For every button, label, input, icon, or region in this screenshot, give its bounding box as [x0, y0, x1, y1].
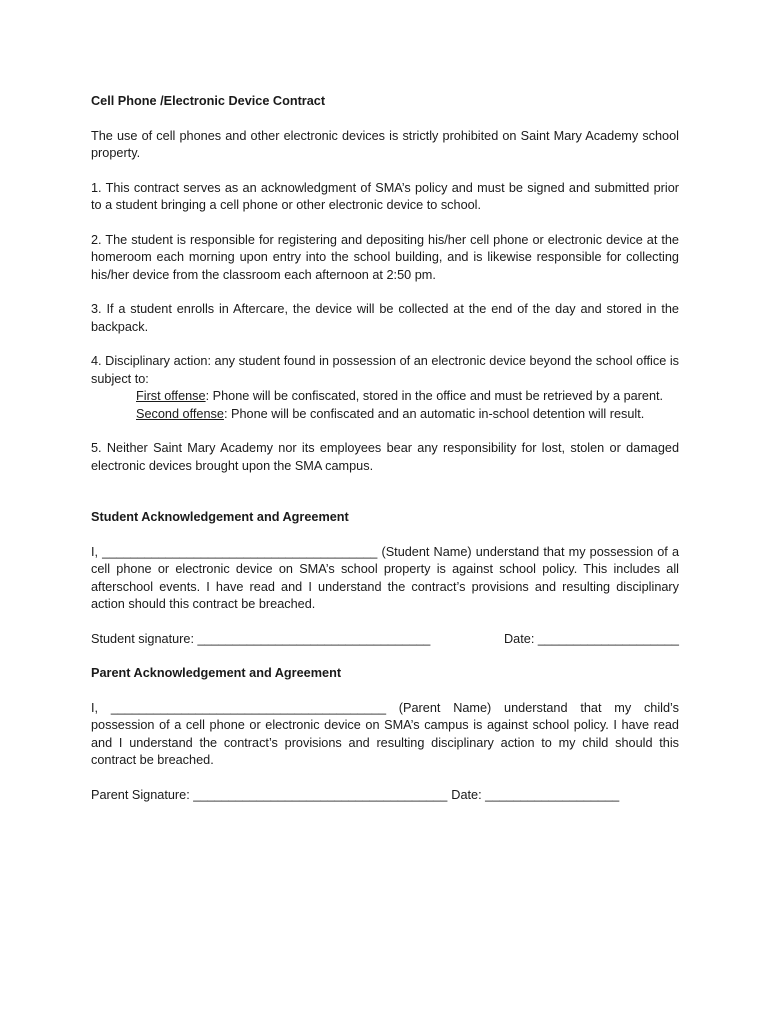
- student-section-heading: Student Acknowledgement and Agreement: [91, 510, 349, 524]
- intro-paragraph: The use of cell phones and other electronic devices is strictly prohibited on Saint Mary Academy school property.: [91, 128, 679, 160]
- contract-document: [91, 93, 679, 821]
- student-signature-field[interactable]: Student signature: _________________________________: [91, 631, 431, 646]
- document-title: Cell Phone /Electronic Device Contract: [91, 94, 326, 108]
- parent-signature-row: [91, 787, 679, 805]
- parent-signature-field[interactable]: Parent Signature: ____________________________________: [91, 787, 448, 802]
- spacer: [91, 492, 679, 509]
- contract-item-1: 1. This contract serves as an acknowledgment of SMA’s policy and must be signed and submitted prior to a student bringing a cell phone or other electronic device to school.: [91, 180, 679, 212]
- contract-item-5: 5. Neither Saint Mary Academy nor its employees bear any responsibility for lost, stolen or damaged electronic devices brought upon the SMA campus.: [91, 441, 679, 473]
- offense-list: [91, 388, 679, 423]
- second-offense: [136, 406, 679, 424]
- parent-statement: I, _______________________________________ (Parent Name) understand that my child’s possession of a cell phone or electronic device on SMA’s campus is against school policy. I have read and I understand the contract’s provisions and resulting disciplinary action to my child should this contract be breached.: [91, 700, 679, 767]
- contract-item-4-text: 4. Disciplinary action: any student found in possession of an electronic device beyond the school office is subject to:: [91, 354, 679, 386]
- first-offense-label: First offense: [136, 389, 206, 403]
- contract-item-3: 3. If a student enrolls in Aftercare, the device will be collected at the end of the day and stored in the backpack.: [91, 302, 679, 334]
- student-signature-row: [91, 631, 679, 649]
- first-offense-text: : Phone will be confiscated, stored in the office and must be retrieved by a parent.: [205, 389, 664, 403]
- parent-date-field[interactable]: Date: ___________________: [451, 787, 620, 802]
- student-statement: I, _______________________________________ (Student Name) understand that my possession of a cell phone or electronic device on SMA’s school property is against school policy. This includes all afterschool events. I have read and I understand the contract’s provisions and resulting disciplinary action should this contract be breached.: [91, 544, 679, 611]
- contract-item-4: [91, 353, 679, 423]
- first-offense: [136, 388, 679, 406]
- second-offense-label: Second offense: [136, 406, 224, 421]
- parent-section-heading: Parent Acknowledgement and Agreement: [91, 666, 342, 680]
- student-date-field[interactable]: Date: ____________________: [504, 631, 679, 646]
- second-offense-text: : Phone will be confiscated and an automatic in-school detention will result.: [223, 406, 645, 421]
- contract-item-2: 2. The student is responsible for registering and depositing his/her cell phone or electronic device at the homeroom each morning upon entry into the school building, and is likewise responsible for collecting his/her device from the classroom each afternoon at 2:50 pm.: [91, 232, 679, 282]
